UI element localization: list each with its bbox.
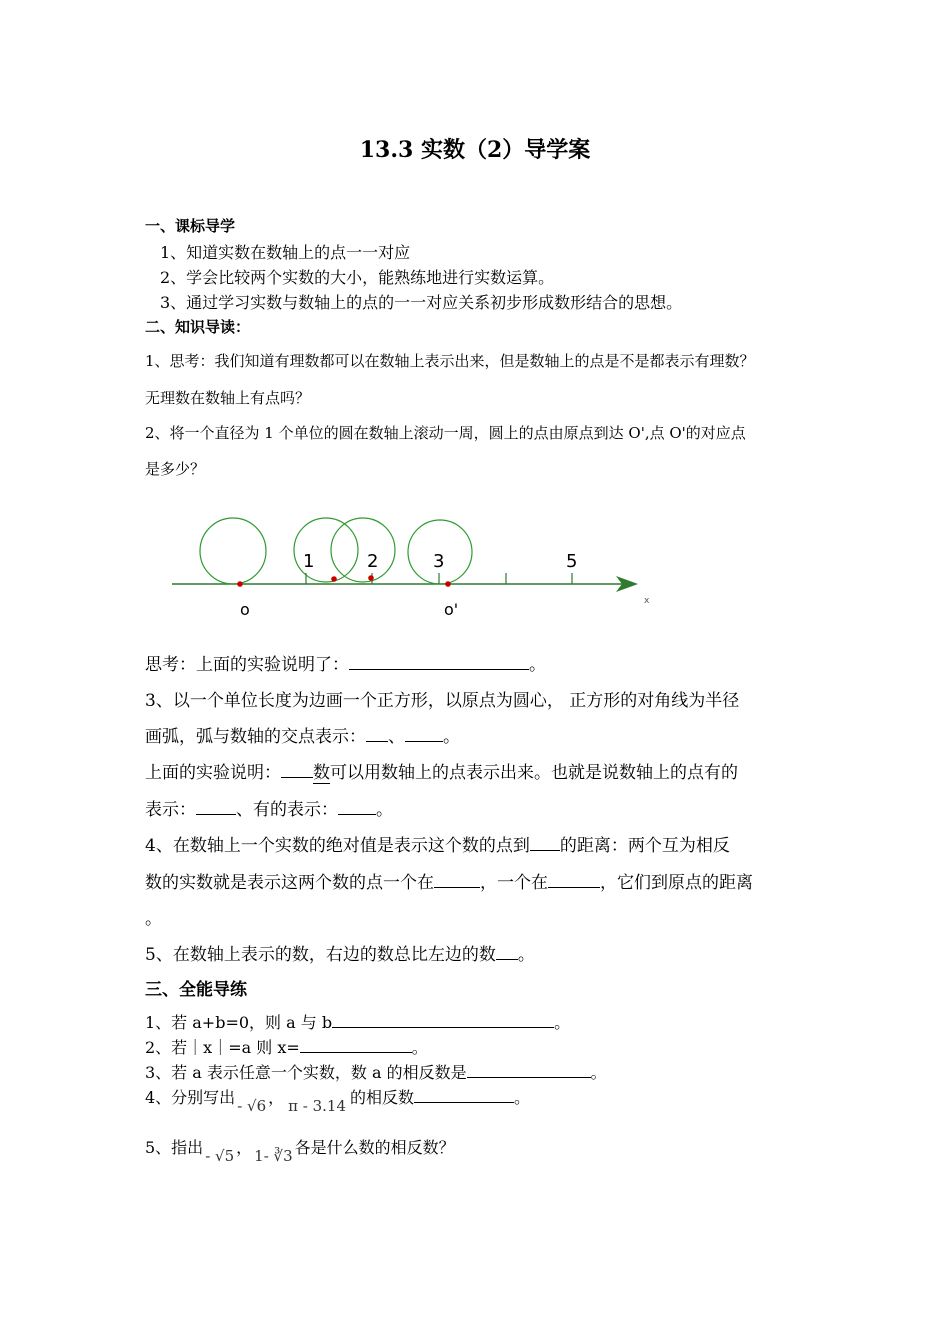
q3-blank-1[interactable]	[366, 726, 388, 742]
q4-blank-2[interactable]	[434, 872, 480, 888]
experiment-line1: 上面的实验说明： 数可以用数轴上的点表示出来。也就是说数轴上的点有的	[145, 763, 738, 783]
exercise-1: 1、若 a+b=0，则 a 与 b 。	[145, 1013, 571, 1032]
q3-blank-2[interactable]	[405, 726, 443, 742]
question-2-line1: 2、将一个直径为 1 个单位的圆在数轴上滚动一周，圆上的点由原点到达 O',点 O'的对应点	[145, 424, 746, 442]
label-x: x	[644, 596, 650, 606]
exp2-blank-2[interactable]	[338, 799, 376, 815]
question-4-line1: 4、在数轴上一个实数的绝对值是表示这个数的点到 的距离：两个互为相反	[145, 836, 730, 856]
think-line: 思考：上面的实验说明了： 。	[145, 655, 546, 675]
section2-heading: 二、知识导读：	[145, 318, 251, 336]
question-1-line2: 无理数在数轴上有点吗？	[145, 389, 311, 407]
rolling-circle-figure	[160, 505, 680, 630]
tick-label-1: 1	[303, 551, 315, 572]
exercise-3: 3、若 a 表示任意一个实数，数 a 的相反数是 。	[145, 1063, 607, 1082]
question-3-line2: 画弧，弧与数轴的交点表示： 、 。	[145, 727, 460, 747]
question-1-line1: 1、思考：我们知道有理数都可以在数轴上表示出来，但是数轴上的点是不是都表示有理数？	[145, 352, 755, 370]
point-rolling-1	[331, 576, 337, 582]
expr-neg-sqrt5: - √5	[205, 1147, 235, 1165]
exercise-5: 5、指出 - √5 ， 1- ∛3 各是什么数的相反数？	[145, 1138, 455, 1165]
tick-label-2: 2	[367, 551, 379, 572]
question-4-line3: 。	[145, 909, 162, 929]
question-2-line2: 是多少？	[145, 460, 206, 478]
expr-pi-minus: π - 3.14	[288, 1097, 347, 1115]
expr-neg-sqrt6: - √6	[237, 1097, 267, 1115]
page-title: 13.3 实数（2）导学案	[359, 137, 591, 163]
objective-3: 3、通过学习实数与数轴上的点的一一对应关系初步形成数形结合的思想。	[160, 293, 683, 312]
question-5: 5、在数轴上表示的数，右边的数总比左边的数 。	[145, 945, 535, 965]
question-4-line2: 数的实数就是表示这两个数的点一个在 ，一个在 ，它们到原点的距离	[145, 873, 753, 893]
point-o-prime	[445, 581, 451, 587]
exercise-4: 4、分别写出 - √6 ， π - 3.14 的相反数 。	[145, 1088, 531, 1115]
q4-blank-3[interactable]	[548, 872, 600, 888]
tick-label-5: 5	[566, 551, 578, 572]
label-o: o	[240, 600, 250, 619]
section1-heading: 一、课标导学	[145, 217, 236, 235]
expr-one-minus-cbrt3: 1- ∛3	[254, 1147, 293, 1165]
exp2-blank-1[interactable]	[196, 799, 236, 815]
exercise-2: 2、若｜x｜=a 则 x= 。	[145, 1038, 428, 1057]
e2-blank[interactable]	[300, 1038, 412, 1053]
q4-blank-1[interactable]	[530, 835, 560, 851]
label-o-prime: o'	[444, 600, 459, 619]
objective-1: 1、知道实数在数轴上的点一一对应	[160, 243, 411, 262]
think-blank[interactable]	[349, 654, 529, 670]
e4-blank[interactable]	[414, 1087, 514, 1103]
circle-pos-2	[331, 518, 395, 582]
experiment-line2: 表示： 、有的表示： 。	[145, 800, 393, 820]
tick-label-3: 3	[433, 551, 445, 572]
q5-blank[interactable]	[496, 944, 518, 960]
point-origin	[237, 581, 243, 587]
exp-blank[interactable]	[281, 762, 313, 778]
question-3-line1: 3、以一个单位长度为边画一个正方形，以原点为圆心， 正方形的对角线为半径	[145, 691, 740, 711]
point-rolling-2	[368, 575, 374, 581]
circle-start	[200, 518, 266, 584]
section3-heading: 三、全能导练	[145, 980, 247, 1000]
e3-blank[interactable]	[467, 1063, 591, 1078]
circle-pos-1	[294, 518, 358, 582]
objective-2: 2、学会比较两个实数的大小，能熟练地进行实数运算。	[160, 268, 555, 287]
e1-blank[interactable]	[332, 1012, 554, 1028]
